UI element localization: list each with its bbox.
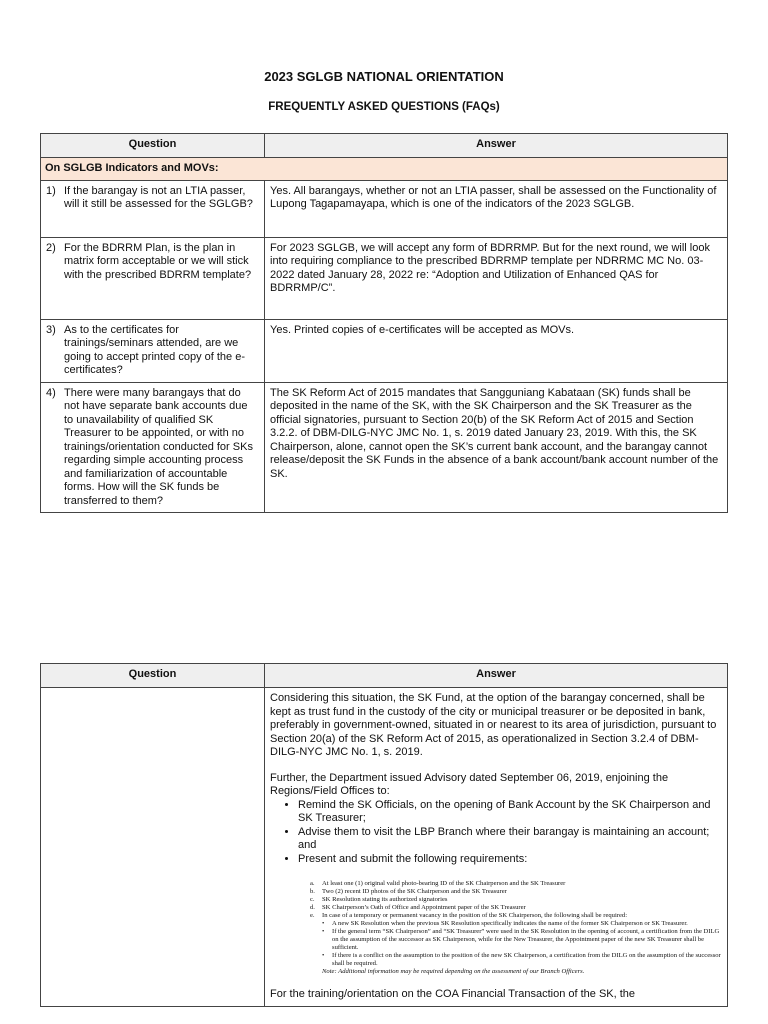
list-item bbox=[310, 888, 722, 896]
list-item bbox=[310, 880, 722, 888]
list-item bbox=[310, 896, 722, 904]
answer-paragraph: Considering this situation, the SK Fund, at the option of the barangay concerned, shall be kept as trust fund in the custody of the city or municipal treasurer or be deposited in bank, preferably in government-owned, situated in or nearest to its area of jurisdiction, pursuant to Section 20(a) of the SK Reform Act of 2015, as operationalized in Section 3.2.4 of DBM-DILG-NYC JMC No. 1, s. 2019. bbox=[270, 692, 717, 758]
answer-cell: The SK Reform Act of 2015 mandates that Sangguniang Kabataan (SK) funds shall be deposited in the name of the SK, with the SK Chairperson and the SK Treasurer as the official signatories, pursuant to Section 20(b) of the SK Reform Act of 2015 and Section 3.2.2. of DBM-DILG-NYC JMC No. 1, s. 2019 dated January 23, 2019. With this, the SK Chairperson, alone, cannot open the SK’s current bank account, and the barangay cannot release/deposit the SK Funds in the absence of a bank account/bank account number of the SK. bbox=[265, 382, 728, 513]
sub-list-item bbox=[310, 928, 722, 952]
question-number: 3) bbox=[46, 323, 56, 336]
question-cell bbox=[41, 382, 265, 513]
answer-cell: For 2023 SGLGB, we will accept any form of BDRRMP. But for the next round, we will look into requiring compliance to the prescribed BDRRMP template per NDRRMC MC No. 03-2022 dated January 28, 2022 re: “Adoption and Utilization of Enhanced QAS for BDRRMP/C”. bbox=[265, 237, 728, 319]
question-number: 1) bbox=[46, 184, 56, 197]
list-marker: e. bbox=[310, 912, 315, 919]
answer-paragraph: Further, the Department issued Advisory dated September 06, 2019, enjoining the Regions/Field Offices to: bbox=[270, 771, 669, 797]
answer-cell: Yes. Printed copies of e-certificates will be accepted as MOVs. bbox=[265, 319, 728, 382]
requirements-list bbox=[310, 880, 722, 976]
list-text: Two (2) recent ID photos of the SK Chairperson and the SK Treasurer bbox=[322, 888, 507, 895]
table-row bbox=[41, 382, 728, 513]
list-marker: c. bbox=[310, 896, 315, 903]
note-text: Note: Additional information may be required depending on the assessment of our Branch Officers. bbox=[322, 968, 585, 975]
question-number: 4) bbox=[46, 386, 56, 399]
question-cell bbox=[41, 688, 265, 1007]
faq-table-continued bbox=[40, 663, 728, 1007]
table-row bbox=[41, 319, 728, 382]
list-text: A new SK Resolution when the previous SK Resolution specifically indicates the name of the former SK Chairperson or SK Treasurer. bbox=[332, 920, 688, 927]
list-marker: a. bbox=[310, 880, 315, 887]
question-text: As to the certificates for trainings/seminars attended, are we going to accept printed copy of the e-certificates? bbox=[64, 323, 246, 376]
faq-table bbox=[40, 133, 728, 513]
table-row bbox=[41, 237, 728, 319]
list-text: If there is a conflict on the assumption to the position of the new SK Chairperson, a certification from the DILG on the assumption of the successor shall be required. bbox=[332, 952, 721, 967]
question-header: Question bbox=[41, 134, 265, 158]
answer-header: Answer bbox=[265, 664, 728, 688]
bullet-item: • Present and submit the following requirements: bbox=[298, 853, 722, 867]
question-cell bbox=[41, 180, 265, 237]
list-text: At least one (1) original valid photo-bearing ID of the SK Chairperson and the SK Treasurer bbox=[322, 880, 566, 887]
bullet-icon: • bbox=[322, 952, 325, 959]
list-marker: b. bbox=[310, 888, 315, 895]
question-cell bbox=[41, 237, 265, 319]
answer-cell: Yes. All barangays, whether or not an LTIA passer, shall be assessed on the Functionality of Lupong Tagapamayapa, which is one of the indicators of the 2023 SGLGB. bbox=[265, 180, 728, 237]
sub-list-item bbox=[310, 952, 722, 968]
list-text: In case of a temporary or permanent vacancy in the position of the SK Chairperson, the following shall be required: bbox=[322, 912, 628, 919]
table-row bbox=[41, 688, 728, 1007]
question-cell bbox=[41, 319, 265, 382]
list-marker: d. bbox=[310, 904, 315, 911]
document-subtitle: FREQUENTLY ASKED QUESTIONS (FAQs) bbox=[268, 101, 500, 113]
question-header: Question bbox=[41, 664, 265, 688]
bullet-icon: • bbox=[322, 920, 325, 927]
answer-cell bbox=[265, 688, 728, 1007]
list-text: If the general term “SK Chairperson” and “SK Treasurer” were used in the SK Resolution in the opening of account, a certification from the DILG on the assumption of the successor as SK Chairperson, while for the New Treasurer, the Appointment paper of the new SK Treasurer shall be sufficient. bbox=[332, 928, 720, 951]
list-text: SK Chairperson’s Oath of Office and Appointment paper of the SK Treasurer bbox=[322, 904, 526, 911]
list-text: SK Resolution stating its authorized signatories bbox=[322, 896, 448, 903]
bullet-item: • Advise them to visit the LBP Branch where their barangay is maintaining an account; and bbox=[298, 826, 722, 853]
bullet-item: • Remind the SK Officials, on the opening of Bank Account by the SK Chairperson and SK Treasurer; bbox=[298, 799, 722, 826]
answer-paragraph: For the training/orientation on the COA Financial Transaction of the SK, the bbox=[270, 988, 636, 1000]
list-item bbox=[310, 904, 722, 912]
question-text: If the barangay is not an LTIA passer, will it still be assessed for the SGLGB? bbox=[64, 184, 253, 210]
bullet-icon: • bbox=[322, 928, 325, 935]
document-title: 2023 SGLGB NATIONAL ORIENTATION bbox=[264, 69, 504, 84]
list-item bbox=[310, 912, 722, 920]
sub-list-item bbox=[310, 920, 722, 928]
question-text: For the BDRRM Plan, is the plan in matrix form acceptable or we will stick with the prescribed BDRRM template? bbox=[64, 241, 252, 281]
question-text: There were many barangays that do not have separate bank accounts due to unavailability of qualified SK Treasurer to be appointed, or with no trainings/orientation conducted for SKs regarding simple accounting process and familiarization of accountable forms. How will the SK funds be transferred to them? bbox=[64, 386, 253, 507]
bullet-list bbox=[270, 799, 722, 867]
answer-header: Answer bbox=[265, 134, 728, 158]
question-number: 2) bbox=[46, 241, 56, 254]
table-row bbox=[41, 180, 728, 237]
category-row: On SGLGB Indicators and MOVs: bbox=[41, 158, 728, 181]
